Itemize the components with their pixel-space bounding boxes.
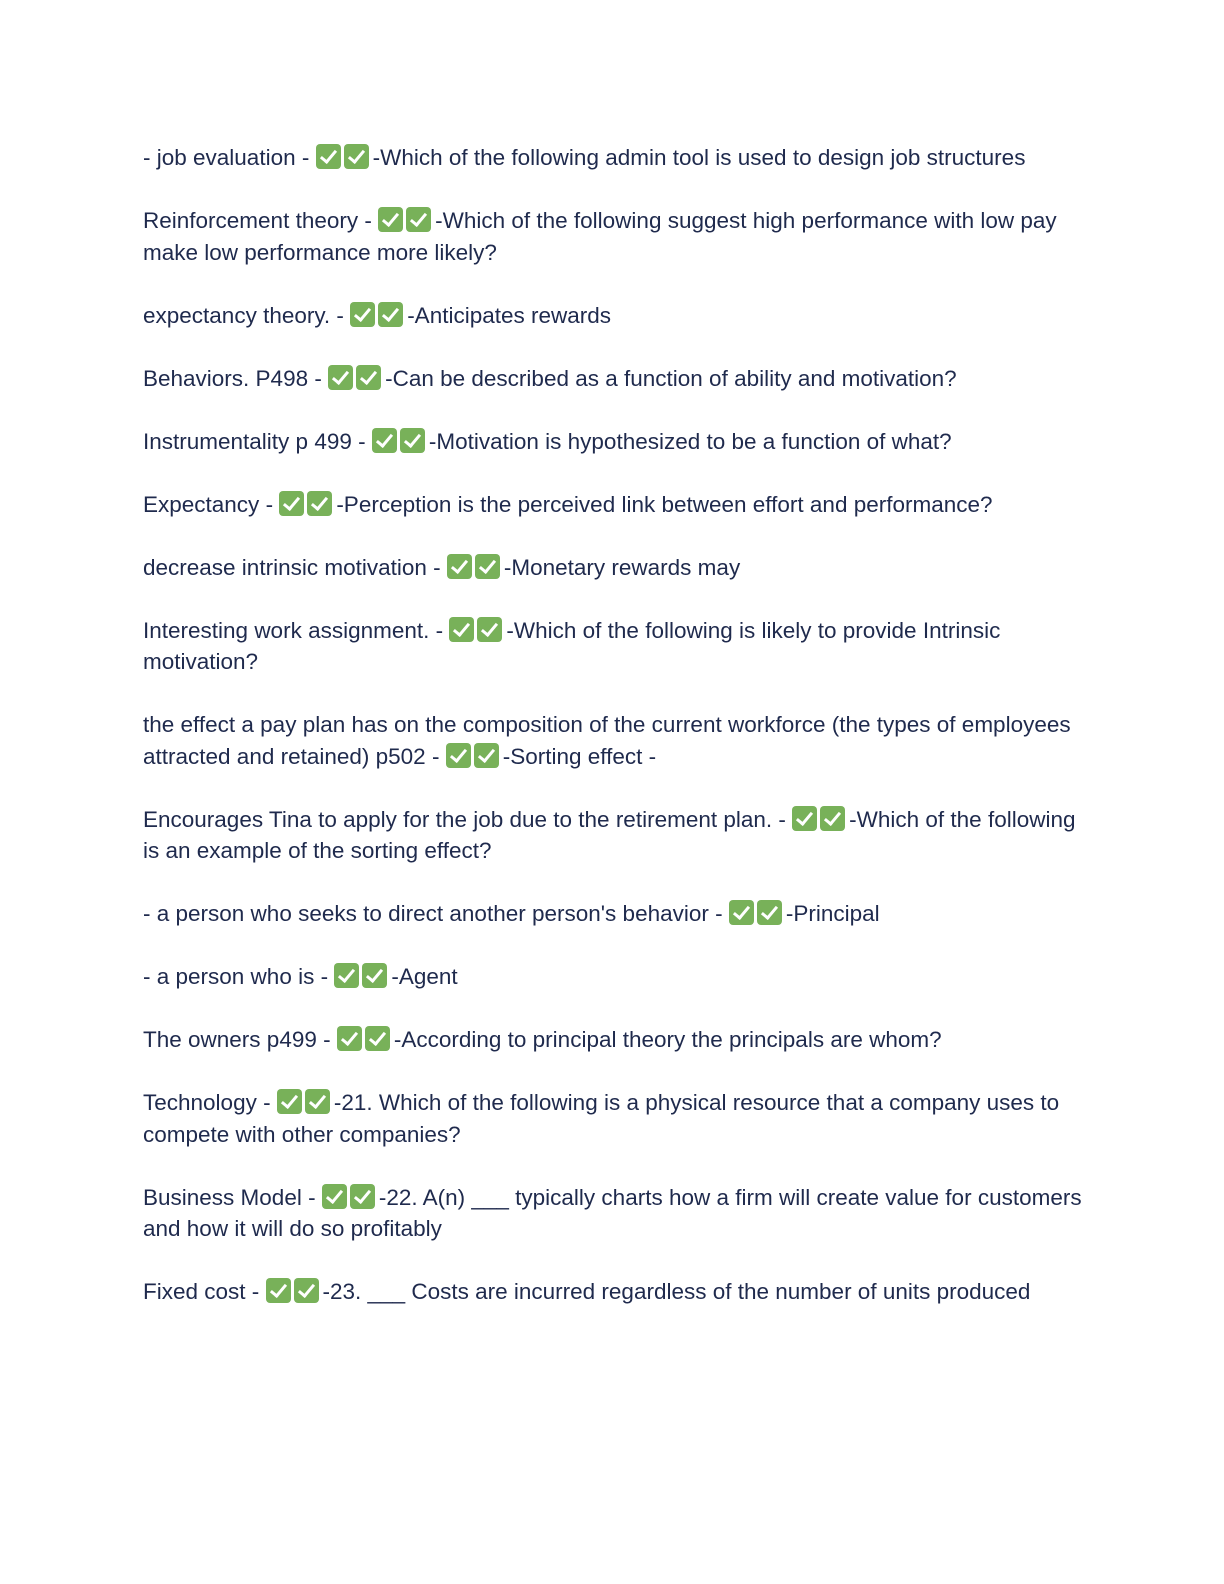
flashcard-entry (143, 205, 1083, 268)
answer-text: Technology - (143, 1090, 277, 1115)
check-mark-icon (447, 554, 472, 579)
check-mark-icon (334, 963, 359, 988)
check-mark-icon (406, 207, 431, 232)
question-text: -Which of the following suggest high performance with low pay make low performance more likely? (143, 208, 1057, 265)
check-mark-icon (372, 428, 397, 453)
check-marks (279, 489, 336, 521)
answer-text: Behaviors. P498 - (143, 365, 329, 391)
question-text: -According to principal theory the principals are whom? (393, 1027, 942, 1052)
check-marks (316, 142, 373, 174)
flashcard-entry (143, 426, 1083, 458)
flashcard-entry (143, 615, 1083, 678)
check-mark-icon (474, 743, 499, 768)
check-marks (729, 898, 786, 930)
question-text: -Principal (785, 901, 880, 926)
question-text: -23. ___ Costs are incurred regardless of the number of units produced (322, 1279, 1031, 1304)
check-marks (449, 615, 506, 647)
check-mark-icon (449, 617, 474, 642)
flashcard-entry (143, 142, 1083, 174)
check-marks (378, 205, 435, 237)
answer-text: Reinforcement theory - (143, 208, 379, 233)
question-text: -Sorting effect - (502, 743, 657, 769)
flashcard-entry (143, 552, 1083, 584)
check-mark-icon (328, 365, 353, 390)
check-marks (266, 1276, 323, 1308)
check-marks (447, 552, 504, 584)
check-mark-icon (350, 302, 375, 327)
answer-text: - job evaluation - (143, 145, 316, 170)
answer-text: Instrumentality p 499 - (143, 428, 372, 454)
check-mark-icon (266, 1278, 291, 1303)
check-marks (792, 804, 849, 836)
check-mark-icon (307, 491, 332, 516)
question-text: -Which of the following admin tool is used to design job structures (372, 145, 1026, 170)
check-mark-icon (400, 428, 425, 453)
check-mark-icon (475, 554, 500, 579)
check-mark-icon (757, 900, 782, 925)
answer-text: Fixed cost - (143, 1279, 266, 1304)
answer-text: The owners p499 - (143, 1027, 337, 1052)
check-marks (350, 300, 407, 332)
check-marks (328, 363, 385, 395)
check-mark-icon (356, 365, 381, 390)
check-mark-icon (337, 1026, 362, 1051)
check-mark-icon (350, 1184, 375, 1209)
check-mark-icon (378, 302, 403, 327)
answer-text: Business Model - (143, 1184, 322, 1210)
flashcard-entry (143, 363, 1083, 395)
answer-text: expectancy theory. - (143, 302, 351, 328)
check-mark-icon (378, 207, 403, 232)
check-mark-icon (294, 1278, 319, 1303)
check-mark-icon (365, 1026, 390, 1051)
question-text: -Agent (391, 964, 458, 989)
check-mark-icon (820, 806, 845, 831)
check-mark-icon (729, 900, 754, 925)
answer-text: decrease intrinsic motivation - (143, 554, 447, 580)
check-mark-icon (446, 743, 471, 768)
check-mark-icon (477, 617, 502, 642)
answer-text: Interesting work assignment. - (143, 617, 450, 643)
check-marks (277, 1087, 334, 1119)
flashcard-list (143, 142, 1083, 1339)
flashcard-entry (143, 898, 1083, 930)
flashcard-entry (143, 961, 1083, 993)
question-text: -Monetary rewards may (503, 554, 741, 580)
check-mark-icon (344, 144, 369, 169)
check-mark-icon (322, 1184, 347, 1209)
check-marks (446, 741, 503, 773)
check-marks (334, 961, 391, 993)
question-text: -Can be described as a function of ability and motivation? (385, 365, 957, 391)
check-mark-icon (792, 806, 817, 831)
check-mark-icon (277, 1089, 302, 1114)
check-mark-icon (362, 963, 387, 988)
flashcard-entry (143, 1276, 1083, 1308)
answer-text: Encourages Tina to apply for the job due to the retirement plan. - (143, 806, 793, 832)
question-text: -Which of the following is an example of the sorting effect? (143, 806, 1076, 863)
check-marks (322, 1182, 379, 1214)
answer-text: the effect a pay plan has on the composition of the current workforce (the types of employees attracted and retained) p502 - (143, 712, 1071, 769)
check-mark-icon (279, 491, 304, 516)
question-text: -21. Which of the following is a physical resource that a company uses to compete with other companies? (143, 1090, 1060, 1147)
answer-text: Expectancy - (143, 491, 280, 517)
question-text: -Anticipates rewards (407, 302, 612, 328)
answer-text: - a person who is - (143, 964, 335, 989)
question-text: -Motivation is hypothesized to be a function of what? (428, 428, 952, 454)
check-marks (372, 426, 429, 458)
flashcard-entry (143, 709, 1083, 772)
check-mark-icon (316, 144, 341, 169)
question-text: -Perception is the perceived link between effort and performance? (336, 491, 993, 517)
flashcard-entry (143, 1024, 1083, 1056)
question-text: -22. A(n) ___ typically charts how a firm will create value for customers and how it will do so profitably (143, 1184, 1082, 1241)
flashcard-entry (143, 1182, 1083, 1245)
question-text: -Which of the following is likely to provide Intrinsic motivation? (143, 617, 1001, 674)
answer-text: - a person who seeks to direct another person's behavior - (143, 901, 729, 926)
flashcard-entry (143, 1087, 1083, 1150)
check-mark-icon (305, 1089, 330, 1114)
flashcard-entry (143, 804, 1083, 867)
flashcard-entry (143, 489, 1083, 521)
check-marks (337, 1024, 394, 1056)
flashcard-entry (143, 300, 1083, 332)
